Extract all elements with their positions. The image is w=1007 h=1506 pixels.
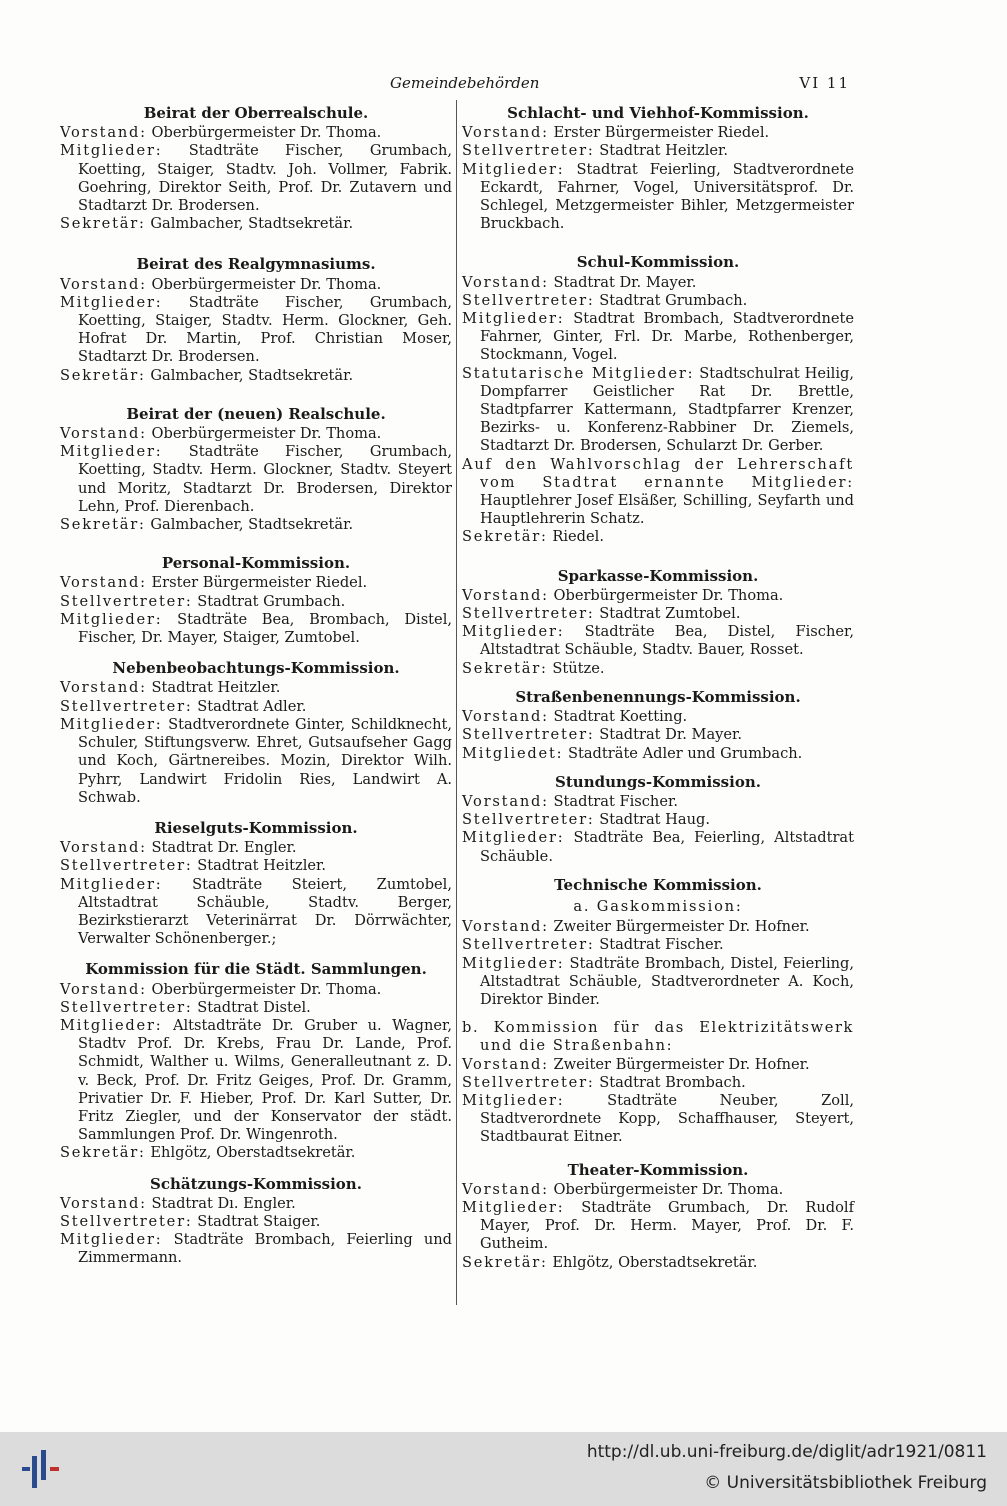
column-divider [456, 100, 457, 1305]
entry-label: Mitglieder: [462, 160, 565, 178]
entry-label: Vorstand: [462, 792, 549, 810]
entry-text: Oberbürgermeister Dr. Thoma. [146, 980, 382, 998]
entry-label: Stellvertreter: [462, 726, 595, 744]
entry-text: Stadträte Bea, Brombach, Distel, Fischer, Dr. Mayer, Staiger, Zumtobel. [78, 610, 452, 647]
entry-line [462, 605, 854, 623]
entry-text: Oberbürgermeister Dr. Thoma. [146, 124, 382, 142]
running-head [60, 74, 850, 98]
entry-label: Vorstand: [462, 586, 549, 604]
entry-label: Mitglieder: [60, 443, 163, 461]
entry-label: Sekretär: [462, 528, 548, 546]
entry-line [462, 660, 854, 678]
entry-label: Vorstand: [60, 980, 147, 998]
entry-line [60, 142, 452, 215]
entry-label: Mitglieder: [60, 1016, 163, 1034]
subsection-heading: a. Gaskommission: [573, 897, 743, 915]
entry-label: Mitglieder: [462, 623, 565, 641]
entry-line [60, 215, 452, 233]
source-url[interactable]: http://dl.ub.uni-freiburg.de/diglit/adr1921/0811 [586, 1442, 987, 1462]
entry-text: Stadtrat Heitzler. [594, 142, 729, 160]
section-heading: Stundungs-Kommission. [555, 772, 761, 791]
section-heading: Sparkasse-Kommission. [557, 566, 759, 585]
entry-label: Mitglieder: [60, 1231, 163, 1249]
committee-section [462, 688, 854, 763]
entry-line [60, 857, 452, 875]
entry-line [60, 574, 452, 592]
section-heading: Schätzungs-Kommission. [150, 1174, 362, 1193]
entry-line [462, 1254, 854, 1272]
entry-label: Mitgliedet: [462, 744, 564, 762]
entry-line [462, 623, 854, 659]
entry-label: Stellvertreter: [462, 936, 595, 954]
entry-label: Mitglieder: [462, 954, 565, 972]
committee-section [60, 819, 452, 948]
section-heading: Straßenbenennungs-Kommission. [515, 687, 801, 706]
entry-text: Galmbacher, Stadtsekretär. [145, 366, 354, 384]
entry-label: Vorstand: [60, 425, 147, 443]
entry-line [462, 829, 854, 865]
entry-label: Mitglieder: [462, 829, 565, 847]
section-heading: Kommission für die Städt. Sammlungen. [85, 960, 427, 979]
entry-line [60, 981, 452, 999]
entry-label: Sekretär: [60, 1144, 146, 1162]
section-heading: Beirat der (neuen) Realschule. [126, 404, 386, 423]
entry-line [60, 276, 452, 294]
committee-section [462, 1161, 854, 1272]
entry-text: Stadtrat Dr. Mayer. [594, 726, 743, 744]
entry-line [462, 124, 854, 142]
entry-text: Stadtrat Dr. Engler. [146, 839, 297, 857]
entry-line [60, 367, 452, 385]
entry-label: Stellvertreter: [462, 605, 595, 623]
committee-section [462, 876, 854, 1147]
section-heading: Rieselguts-Kommission. [154, 818, 358, 837]
entry-text: Altstadträte Dr. Gruber u. Wagner, Stadtv Prof. Dr. Krebs, Frau Dr. Lande, Prof. Schmidt, Walther u. Wilms, Generalleutnant z. D. v. Beck, Prof. Dr. Fritz Geiges, Prof. Dr. Gramm, Privatier Dr. F. Hieber, Prof. Dr. Karl Sutter, Dr. Fritz Ziegler, und der Konservator der städt. Sammlungen Prof. Dr. Wingenroth. [78, 1016, 452, 1144]
entry-label: Vorstand: [60, 1194, 147, 1212]
entry-line [60, 425, 452, 443]
entry-label: Vorstand: [462, 1180, 549, 1198]
entry-label: Stellvertreter: [462, 142, 595, 160]
entry-label: Sekretär: [60, 366, 146, 384]
entry-label: Stellvertreter: [60, 998, 193, 1016]
entry-text: Hauptlehrer Josef Elsäßer, Schilling, Seyfarth und Hauptlehrerin Schatz. [480, 492, 854, 528]
entry-line [462, 456, 854, 529]
entry-line [60, 999, 452, 1017]
entry-line [60, 593, 452, 611]
section-heading: Beirat des Realgymnasiums. [136, 255, 376, 274]
entry-label: Stellvertreter: [462, 291, 595, 309]
entry-text: Stadträte Fischer, Grumbach, Koetting, Staiger, Stadtv. Joh. Vollmer, Fabrik. Goehring, Direktor Seith, Prof. Dr. Zutavern und Stadtarzt Dr. Brodersen. [78, 142, 452, 215]
entry-label: Mitglieder: [60, 293, 163, 311]
entry-text: Stadtrat Haug. [594, 811, 710, 829]
entry-line [462, 365, 854, 456]
entry-line [462, 528, 854, 546]
entry-text: Stadträte Adler und Grumbach. [563, 744, 803, 762]
subsection-heading: b. Kommission für das Elektrizitätswerk und die Straßenbahn: [462, 1019, 854, 1055]
entry-label: Stellvertreter: [462, 1073, 595, 1091]
entry-label: Vorstand: [60, 124, 147, 142]
entry-text: Stadtrat Fischer. [594, 936, 724, 954]
entry-line [60, 443, 452, 516]
entry-text: Stadträte Grumbach, Dr. Rudolf Mayer, Prof. Dr. Herm. Mayer, Prof. Dr. F. Gutheim. [480, 1198, 854, 1253]
entry-text: Zweiter Bürgermeister Dr. Hofner. [548, 1055, 810, 1073]
entry-line [60, 294, 452, 367]
entry-label: Vorstand: [462, 918, 549, 936]
entry-text: Stadtrat Fischer. [548, 792, 678, 810]
entry-text: Stadtrat Brombach, Stadtverordnete Fahrner, Ginter, Frl. Dr. Marbe, Rothenberger, Stockmann, Vogel. [480, 310, 854, 364]
entry-line [462, 708, 854, 726]
entry-text: Stadtrat Zumtobel. [594, 605, 741, 623]
entry-line [462, 1199, 854, 1254]
entry-label: Stellvertreter: [60, 697, 193, 715]
entry-text: Galmbacher, Stadtsekretär. [145, 516, 354, 534]
entry-text: Stadtrat Dr. Mayer. [548, 273, 697, 291]
right-column [462, 104, 854, 1272]
entry-label: Stellvertreter: [462, 811, 595, 829]
section-heading: Schlacht- und Viehhof-Kommission. [507, 104, 809, 122]
entry-text: Stadträte Neuber, Zoll, Stadtverordnete Kopp, Schaffhauser, Steyert, Stadtbaurat Eitner. [480, 1091, 854, 1146]
committee-section [60, 1175, 452, 1268]
entry-label: Sekretär: [462, 659, 548, 677]
entry-text: Stadträte Fischer, Grumbach, Koetting, Staiger, Stadtv. Herm. Glockner, Geh. Hofrat Dr. Martin, Prof. Christian Moser, Stadtarzt Dr. Brodersen. [78, 293, 452, 366]
entry-text: Stadtrat Distel. [192, 998, 311, 1016]
entry-text: Ehlgötz, Oberstadtsekretär. [145, 1144, 356, 1162]
entry-line [462, 161, 854, 234]
entry-text: Stadtrat Grumbach. [594, 291, 748, 309]
entry-label: Vorstand: [462, 708, 549, 726]
entry-label: Mitglieder: [60, 610, 163, 628]
section-heading: Beirat der Oberrealschule. [143, 104, 369, 122]
running-head-title: Gemeindebehörden [390, 74, 540, 92]
entry-text: Stadtrat Heitzler. [192, 857, 327, 875]
entry-label: Vorstand: [60, 679, 147, 697]
entry-text: Stadtverordnete Ginter, Schildknecht, Schuler, Stiftungsverw. Ehret, Gutsaufseher Gagg und Koch, Gärtnereibes. Mozin, Direktor Wilh. Pyhrr, Landwirt Fridolin Ries, Landwirt A. Schwab. [78, 715, 452, 806]
page-number: VI 11 [799, 74, 850, 92]
entry-text: Galmbacher, Stadtsekretär. [145, 215, 354, 233]
entry-line [462, 793, 854, 811]
section-heading: Theater-Kommission. [567, 1160, 749, 1179]
section-heading: Personal-Kommission. [161, 554, 351, 573]
committee-section [60, 960, 452, 1162]
entry-line [60, 876, 452, 949]
entry-text: Ehlgötz, Oberstadtsekretär. [547, 1253, 758, 1271]
committee-section [60, 659, 452, 807]
entry-label: Mitglieder: [462, 1091, 565, 1109]
entry-line [60, 611, 452, 647]
entry-line [60, 516, 452, 534]
entry-line [462, 1074, 854, 1092]
entry-text: Stadtrat Adler. [192, 697, 307, 715]
entry-label: Vorstand: [462, 273, 549, 291]
entry-label: Auf den Wahlvorschlag der Lehrerschaft vom Stadtrat ernannte Mitglieder: [462, 455, 854, 491]
entry-text: Stadtrat Dı. Engler. [146, 1194, 296, 1212]
entry-label: Vorstand: [60, 574, 147, 592]
entry-text: Zweiter Bürgermeister Dr. Hofner. [548, 918, 810, 936]
left-column [60, 104, 452, 1268]
entry-text: Stadtschulrat Heilig, Dompfarrer Geistlicher Rat Dr. Brettle, Stadtpfarrer Kattermann, Stadtpfarrer Krenzer, Bezirks- u. Konferenz-Rabbiner Dr. Ziemels, Stadtarzt Dr. Brodersen, Schularzt Dr. Gerber. [480, 364, 854, 455]
entry-line [462, 310, 854, 365]
entry-text: Stadträte Bea, Feierling, Altstadtrat Schäuble. [480, 829, 854, 865]
library-logo-icon [22, 1450, 66, 1488]
entry-text: Erster Bürgermeister Riedel. [146, 574, 368, 592]
entry-text: Oberbürgermeister Dr. Thoma. [548, 1180, 784, 1198]
committee-section [60, 554, 452, 647]
copyright-notice: © Universitätsbibliothek Freiburg [704, 1473, 987, 1493]
entry-text: Stadtrat Feierling, Stadtverordnete Eckardt, Fahrner, Vogel, Universitätsprof. Dr. Schlegel, Metzgermeister Bihler, Metzgermeister Bruckbach. [480, 160, 854, 233]
entry-line [60, 1017, 452, 1144]
entry-line [462, 726, 854, 744]
entry-text: Erster Bürgermeister Riedel. [548, 124, 770, 142]
entry-text: Stadträte Brombach, Distel, Feierling, Altstadtrat Schäuble, Stadtverordneter A. Koch, Direktor Binder. [480, 954, 854, 1008]
entry-label: Vorstand: [60, 275, 147, 293]
entry-label: Vorstand: [60, 839, 147, 857]
entry-label: Stellvertreter: [60, 857, 193, 875]
entry-line [60, 839, 452, 857]
entry-line [60, 1195, 452, 1213]
entry-line [462, 1181, 854, 1199]
entry-text: Stadträte Brombach, Feierling und Zimmermann. [78, 1231, 452, 1267]
entry-text: Stadträte Steiert, Zumtobel, Altstadtrat Schäuble, Stadtv. Berger, Bezirkstierarzt Veterinärrat Dr. Dörrwächter, Verwalter Schönenberger.; [78, 875, 452, 948]
section-heading: Nebenbeobachtungs-Kommission. [112, 659, 400, 678]
entry-label: Sekretär: [60, 516, 146, 534]
committee-section [462, 253, 854, 546]
entry-line [462, 274, 854, 292]
entry-label: Vorstand: [462, 124, 549, 142]
committee-section [60, 104, 452, 233]
entry-text: Stadträte Bea, Distel, Fischer, Altstadtrat Schäuble, Stadtv. Bauer, Rosset. [480, 623, 854, 659]
entry-label: Mitglieder: [60, 875, 163, 893]
committee-section [60, 405, 452, 534]
entry-label: Mitglieder: [60, 715, 163, 733]
entry-line [462, 936, 854, 954]
entry-line [462, 142, 854, 160]
entry-label: Mitglieder: [60, 142, 163, 160]
entry-line [462, 292, 854, 310]
entry-text: Oberbürgermeister Dr. Thoma. [548, 586, 784, 604]
entry-label: Vorstand: [462, 1055, 549, 1073]
committee-section [462, 773, 854, 866]
entry-label: Stellvertreter: [60, 592, 193, 610]
entry-line [462, 587, 854, 605]
entry-line [60, 124, 452, 142]
entry-text: Oberbürgermeister Dr. Thoma. [146, 275, 382, 293]
entry-label: Stellvertreter: [60, 1212, 193, 1230]
entry-line [60, 1231, 452, 1267]
entry-line [60, 679, 452, 697]
entry-line [60, 1144, 452, 1162]
section-heading: Technische Kommission. [554, 875, 762, 894]
entry-label: Sekretär: [462, 1253, 548, 1271]
entry-line [462, 918, 854, 936]
entry-text: Stütze. [547, 659, 605, 677]
entry-line [462, 955, 854, 1010]
entry-text: Stadtrat Heitzler. [146, 679, 281, 697]
entry-line [462, 745, 854, 763]
entry-text: Stadtrat Grumbach. [192, 592, 346, 610]
entry-text: Riedel. [547, 528, 604, 546]
entry-line [462, 1056, 854, 1074]
entry-text: Stadtrat Koetting. [548, 708, 688, 726]
entry-line [60, 716, 452, 807]
entry-label: Mitglieder: [462, 1198, 565, 1216]
entry-line [462, 1092, 854, 1147]
committee-section [60, 255, 452, 384]
committee-section [462, 104, 854, 233]
entry-label: Mitglieder: [462, 310, 565, 328]
entry-text: Oberbürgermeister Dr. Thoma. [146, 425, 382, 443]
committee-section [462, 567, 854, 678]
entry-label: Sekretär: [60, 215, 146, 233]
entry-text: Stadtrat Staiger. [192, 1212, 321, 1230]
footer-bar [0, 1432, 1007, 1506]
section-heading: Schul-Kommission. [576, 253, 740, 272]
entry-text: Stadträte Fischer, Grumbach, Koetting, Stadtv. Herm. Glockner, Stadtv. Steyert und Moritz, Stadtarzt Dr. Brodersen, Direktor Lehn, Prof. Dierenbach. [78, 443, 452, 515]
entry-line [60, 698, 452, 716]
entry-label: Statutarische Mitglieder: [462, 364, 695, 382]
entry-line [60, 1213, 452, 1231]
entry-text: Stadtrat Brombach. [594, 1073, 746, 1091]
entry-line [462, 811, 854, 829]
